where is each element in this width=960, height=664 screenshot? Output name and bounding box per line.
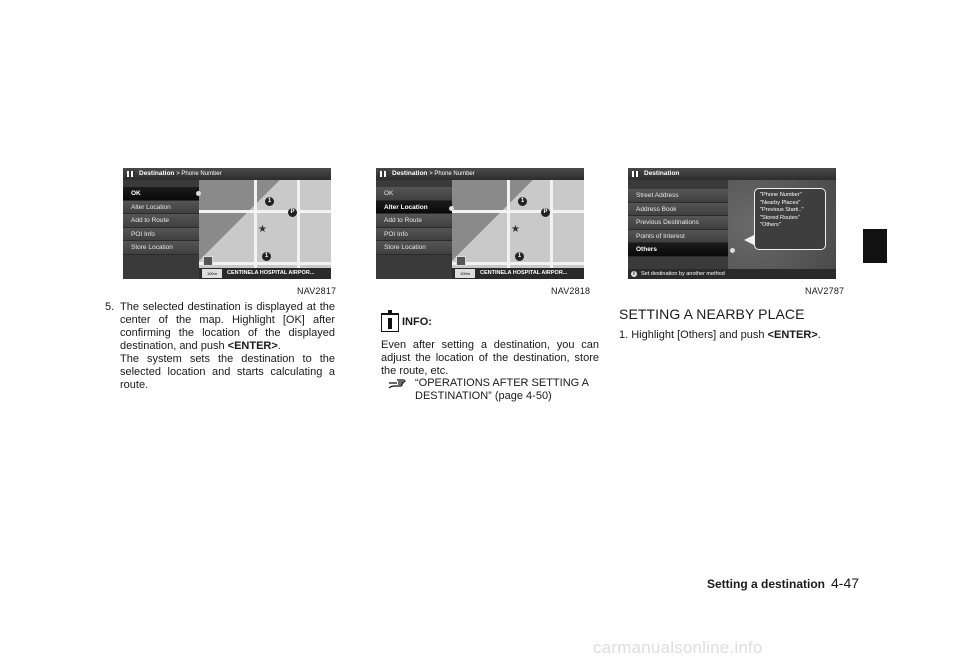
bubble-item: "Stored Routes" [760,214,800,221]
screenshot-nav2818 [376,168,584,279]
enter-key: <ENTER> [227,340,278,352]
menu-item-add-to-route[interactable]: Add to Route [123,214,199,228]
pointing-hand-icon [388,376,406,390]
map-scale: 100m [455,269,475,278]
map-location-bar: CENTINELA HOSPITAL AIRPOR... [199,268,331,279]
screen-titlebar [376,168,584,180]
destination-menu [123,187,199,255]
menu-item-address-book[interactable]: Address Book [628,203,728,217]
info-text: Even after setting a destination, you can adjust the location of the destination, store the route, etc. [381,339,599,377]
menu-item-store-location[interactable]: Store Location [376,241,452,255]
map-view [199,180,331,279]
footer-section: Setting a destination [707,577,826,591]
menu-item-street-address[interactable]: Street Address [628,189,728,203]
menu-item-previous-destinations[interactable]: Previous Destinations [628,216,728,230]
selection-dot-icon [449,206,454,211]
step-text-main: The selected destination is displayed at the center of the map. Highlight [OK] after confirming the location of the displayed destination, and push [120,301,335,352]
compass-icon [456,256,466,266]
menu-item-add-to-route[interactable]: Add to Route [376,214,452,228]
step-5 [105,301,335,392]
screen-title: Destination [644,170,680,177]
map-location-bar: CENTINELA HOSPITAL AIRPOR... [452,268,584,279]
menu-item-points-of-interest[interactable]: Points of Interest [628,230,728,244]
watermark: carmanualsonline.info [593,638,763,657]
chapter-tab [863,229,887,263]
parking-icon: P [288,208,297,217]
flag-icon [380,171,388,177]
page-number: 4-47 [831,575,860,591]
destination-star-icon: ★ [511,224,520,235]
compass-icon [203,256,213,266]
parking-icon: P [541,208,550,217]
waypoint-pin-icon: 1 [265,197,274,206]
step-1 [619,329,821,342]
info-heading [381,310,501,334]
screen-titlebar [123,168,331,180]
menu-item-store-location[interactable]: Store Location [123,241,199,255]
others-submenu-bubble [754,188,826,250]
figure-caption: NAV2818 [551,286,591,296]
waypoint-pin-icon: 1 [515,252,524,261]
section-title: SETTING A NEARBY PLACE [619,306,805,322]
screenshot-nav2787 [628,168,836,279]
bubble-item: "Previous Starti.." [760,207,804,214]
bubble-item: "Phone Number" [760,192,802,198]
map-view [452,180,584,279]
figure-caption: NAV2817 [297,286,337,296]
selection-dot-icon [196,191,201,196]
map-scale: 100m [202,269,222,278]
menu-item-ok[interactable]: OK [376,187,452,201]
enter-key: <ENTER> [767,329,818,341]
info-label: INFO: [402,316,432,328]
menu-item-alter-location[interactable]: Alter Location [376,201,452,215]
screen-title: Destination [139,170,175,177]
info-icon: i [631,271,637,277]
destination-menu [376,187,452,255]
info-bar [628,269,836,279]
selection-dot-icon [730,248,735,253]
screenshot-nav2817 [123,168,331,279]
reference-text: “OPERATIONS AFTER SETTING A DESTINATION” (page 4-50) [415,377,589,402]
bubble-pointer [744,235,754,245]
screen-title: Destination [392,170,428,177]
step-text-2: The system sets the destination to the selected location and starts calculating a route. [120,353,335,391]
menu-item-poi-info[interactable]: POI Info [376,228,452,242]
waypoint-pin-icon: 1 [518,197,527,206]
step-number: 5. [105,301,115,313]
step-text-end: . [277,340,281,352]
screen-titlebar [628,168,836,180]
menu-item-poi-info[interactable]: POI Info [123,228,199,242]
menu-item-ok[interactable]: OK [123,187,199,201]
menu-item-alter-location[interactable]: Alter Location [123,201,199,215]
figure-caption: NAV2787 [805,286,845,296]
flag-icon [632,171,640,177]
screen-breadcrumb: > Phone Number [176,171,222,177]
menu-item-others[interactable]: Others [628,243,728,257]
step-text-end: . [817,329,821,341]
info-bar-text: Set destination by another method [641,271,725,277]
bubble-item: "Nearby Places" [760,199,801,206]
bubble-item: "Others" [760,222,781,229]
waypoint-pin-icon: 1 [262,252,271,261]
screen-breadcrumb: > Phone Number [429,171,475,177]
step-text-main: 1. Highlight [Others] and push [619,329,765,341]
destination-menu [628,189,728,257]
destination-star-icon: ★ [258,224,267,235]
info-icon [381,310,399,332]
step-text [120,301,335,353]
page-footer [707,575,859,593]
flag-icon [127,171,135,177]
cross-reference[interactable] [388,377,603,403]
